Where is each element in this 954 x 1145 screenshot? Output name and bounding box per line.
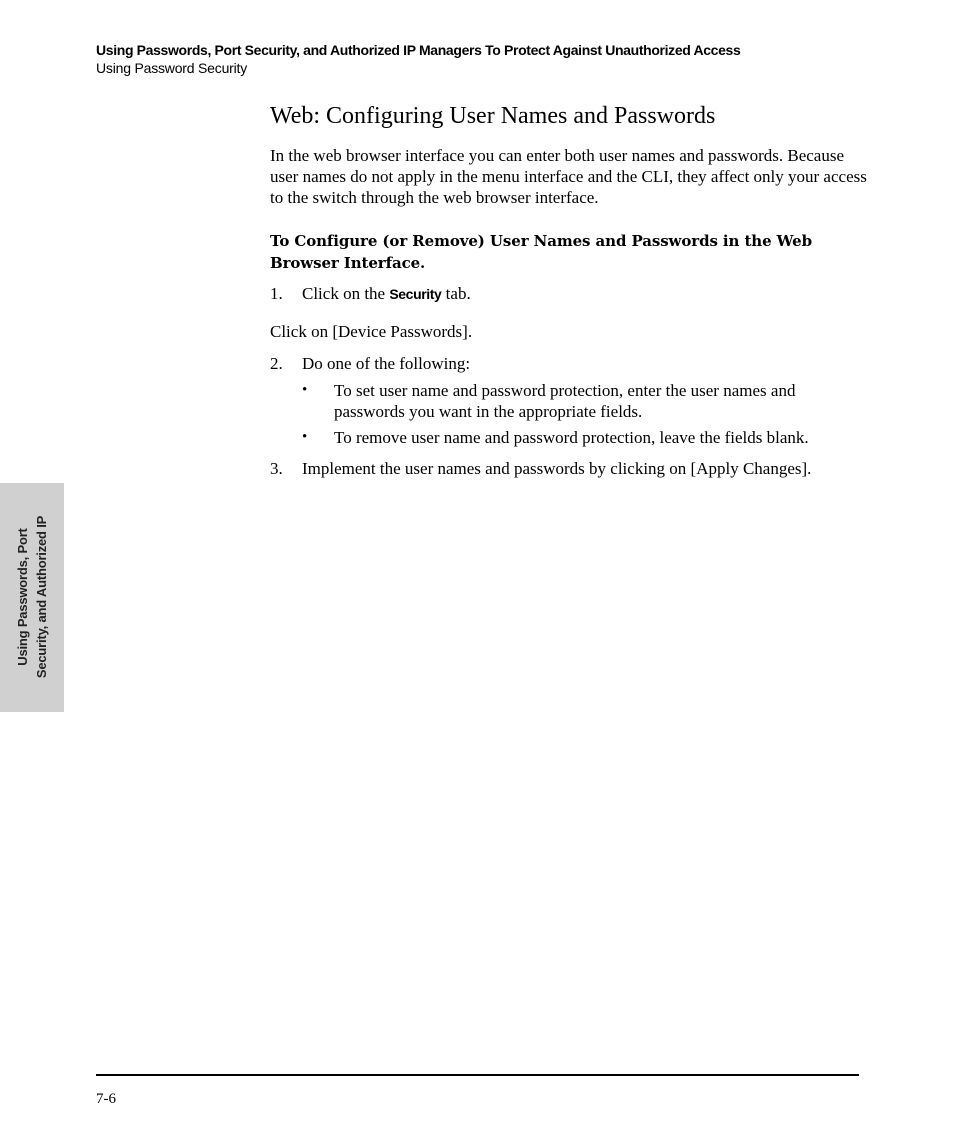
step-1 [270,283,870,305]
step-text-before: Click on the [302,284,390,303]
bullet-text: To remove user name and password protection, leave the fields blank. [334,428,809,447]
device-passwords-note: Click on [Device Passwords]. [270,322,473,341]
step-number: 2. [270,354,283,373]
page-number: 7-6 [96,1091,116,1107]
bullet-item [302,380,870,422]
side-tab-label [13,516,51,678]
page-title: Web: Configuring User Names and Passwords [270,103,716,129]
bullet-icon: • [302,429,308,445]
step-text: Implement the user names and passwords by clicking on [Apply Changes]. [302,459,812,478]
step-2 [270,353,870,448]
section-title: Using Password Security [96,60,248,76]
step-number: 1. [270,284,283,303]
main-content [270,100,870,479]
bullet-item [302,427,870,448]
chapter-side-tab [0,483,64,712]
procedure-heading: To Configure (or Remove) User Names and Passwords in the Web Browser Interface. [270,232,813,272]
bullet-list [302,380,870,448]
step-text: Do one of the following: [302,354,471,373]
step-text-after: tab. [441,284,471,303]
chapter-title: Using Passwords, Port Security, and Authorized IP Managers To Protect Against Unauthorized Access [96,42,741,58]
running-header [96,41,740,77]
bullet-text: To set user name and password protection, enter the user names and passwords you want in the appropriate fields. [334,381,796,421]
step-3 [270,458,870,479]
side-tab-line-2: Security, and Authorized IP [34,515,49,679]
security-tab-reference: Security [389,286,442,302]
bullet-icon: • [302,382,308,398]
footer-divider [96,1074,859,1076]
step-text [302,284,471,303]
step-number: 3. [270,459,283,478]
side-tab-line-1: Using Passwords, Port [15,528,30,666]
intro-paragraph: In the web browser interface you can enter both user names and passwords. Because user names do not apply in the menu interface and the CLI, they affect only your access to the switch through the web browser interface. [270,146,867,207]
